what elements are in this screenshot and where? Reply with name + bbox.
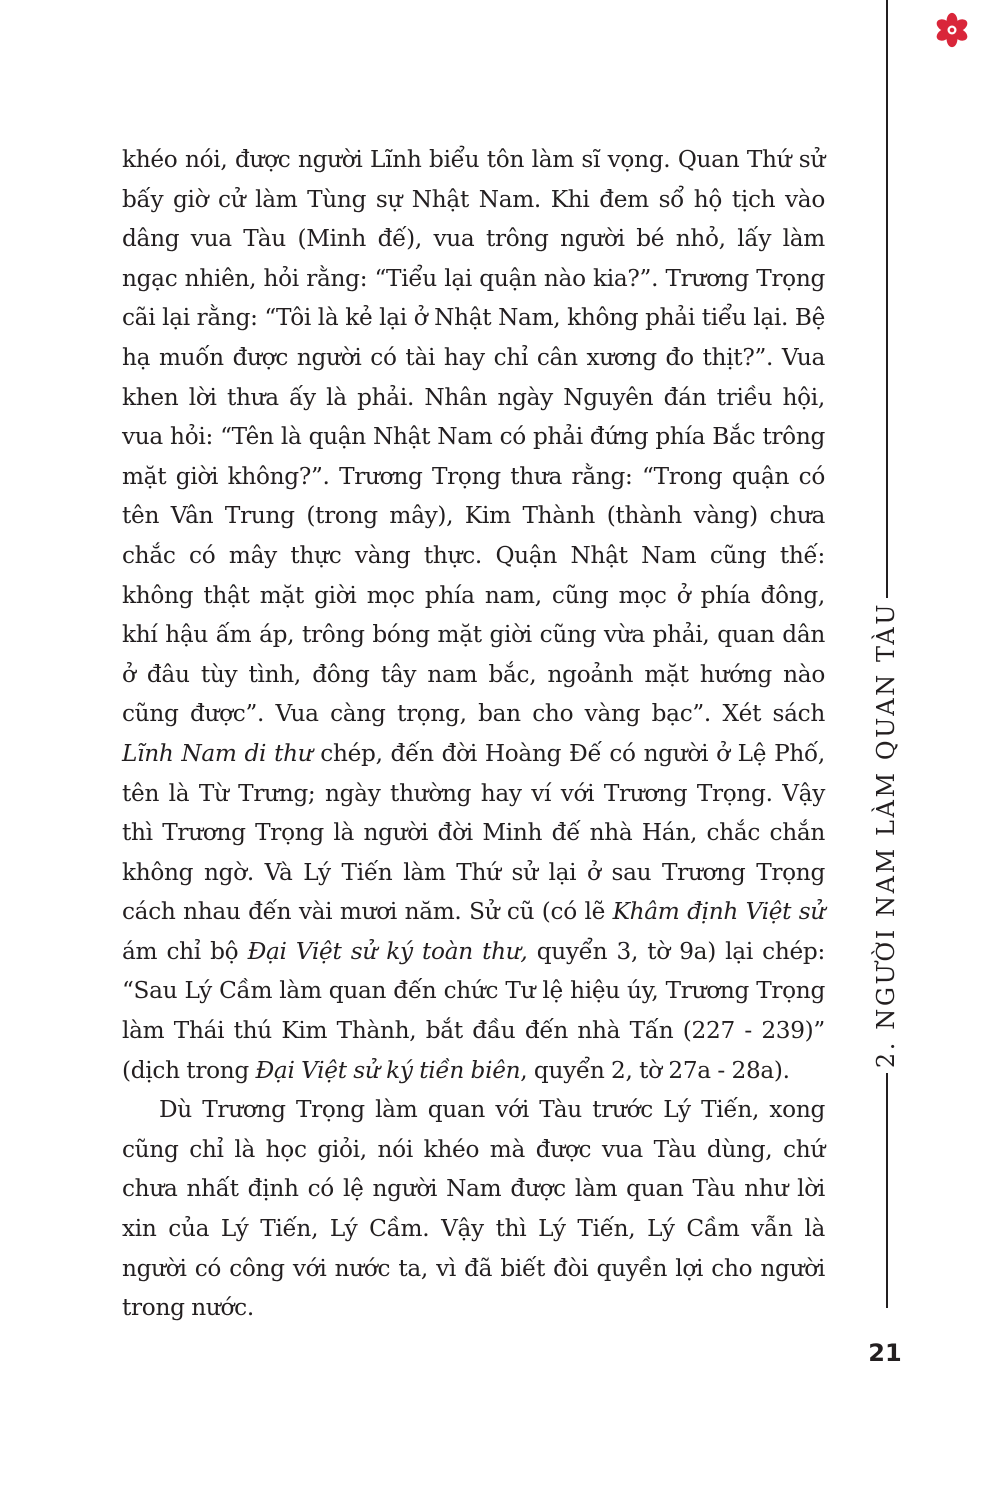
paragraph-2: Dù Trương Trọng làm quan với Tàu trước Lý Tiến, xong cũng chỉ là học giỏi, nói khéo mà được vua Tàu dùng, chứ chưa nhất định có lệ người Nam được làm quan Tàu như lời xin của Lý Tiến, Lý Cầm. Vậy thì Lý Tiến, Lý Cầm vẫn là người có công với nước ta, vì đã biết đòi quyền lợi cho người trong nước. (122, 1096, 825, 1322)
book-title-linh-nam-di-thu: Lĩnh Nam di thư (122, 739, 313, 767)
text-run: khéo nói, được người Lĩnh biểu tôn làm sĩ vọng. Quan Thứ sử bấy giờ cử làm Tùng sự Nhật Nam. Khi đem sổ hộ tịch vào dâng vua Tàu (Minh đế), vua trông người bé nhỏ, lấy làm ngạc nhiên, hỏi rằng: “Tiểu lại quận nào kia?”. Trương Trọng cãi lại rằng: “Tôi là kẻ lại ở Nhật Nam, không phải tiểu lại. Bệ hạ muốn được người có tài hay chỉ cân xương đo thịt?”. Vua khen lời thưa ấy là phải. Nhân ngày Nguyên đán triều hội, vua hỏi: “Tên là quận Nhật Nam có phải đứng phía Bắc trông mặt giời không?”. Trương Trọng thưa rằng: “Trong quận có tên Vân Trung (trong mây), Kim Thành (thành vàng) chưa chắc có mây thực vàng thực. Quận Nhật Nam cũng thế: không thật mặt giời mọc phía nam, cũng mọc ở phía đông, khí hậu ấm áp, trông bóng mặt giời cũng vừa phải, quan dân ở đâu tùy tình, đông tây nam bắc, ngoảnh mặt hướng nào cũng được”. Vua càng trọng, ban cho vàng bạc”. Xét sách (122, 146, 825, 728)
text-run: chép, đến đời Hoàng Đế có người ở Lệ Phố, tên là Từ Trưng; ngày thường hay ví với Trương Trọng. Vậy thì Trương Trọng là người đời Minh đế nhà Hán, chắc chắn không ngờ. Và Lý Tiến làm Thứ sử lại ở sau Trương Trọng cách nhau đến vài mươi năm. Sử cũ (có lẽ (122, 739, 825, 926)
chapter-title: 2. NGƯỜI NAM LÀM QUAN TÀU (872, 601, 900, 1069)
body-text (122, 140, 825, 1328)
text-run: ám chỉ bộ (122, 937, 248, 965)
book-title-dai-viet-su-ky-toan-thu: Đại Việt sử ký toàn thư, (247, 937, 528, 965)
margin-rule-top (886, 0, 888, 598)
book-title-kham-dinh-viet-su: Khâm định Việt sử (612, 898, 825, 926)
margin-rule-bottom (886, 1073, 888, 1308)
book-title-dai-viet-su-ky-tien-bien: Đại Việt sử ký tiền biên (255, 1056, 521, 1084)
text-run: , quyển 2, tờ 27a - 28a). (520, 1056, 790, 1084)
text-run: quyển 3, tờ 9a) lại chép: “Sau Lý Cầm làm quan đến chức Tư lệ hiệu úy, Trương Trọng làm Thái thú Kim Thành, bắt đầu đến nhà Tấn (227 - 239)” (dịch trong (122, 937, 825, 1084)
paragraph-1 (122, 140, 825, 1090)
flower-logo-icon (934, 12, 970, 48)
page-number: 21 (868, 1339, 902, 1367)
